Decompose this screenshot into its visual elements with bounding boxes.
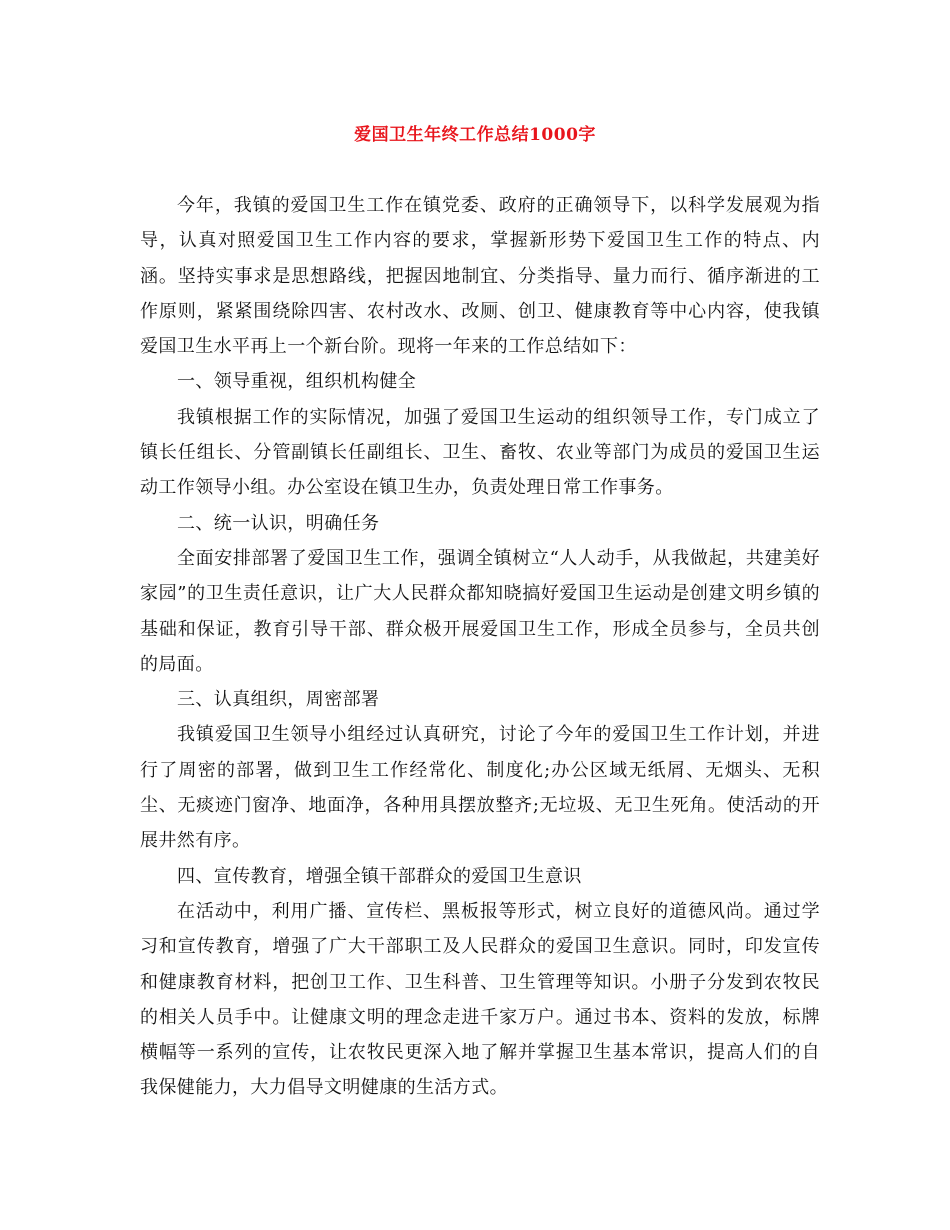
section-heading-1: 一、领导重视，组织机构健全 bbox=[177, 371, 417, 393]
document-title: 爱国卫生年终工作总结1000字 bbox=[354, 125, 596, 145]
intro-paragraph: 今年，我镇的爱国卫生工作在镇党委、政府的正确领导下，以科学发展观为指导，认真对照爱国卫生工作内容的要求，掌握新形势下爱国卫生工作的特点、内涵。坚持实事求是思想路线，把握因地制宜、分类指导、量力而行、循序渐进的工作原则，紧紧围绕除四害、农村改水、改厕、创卫、健康教育等中心内容，使我镇爱国卫生水平再上一个新台阶。现将一年来的工作总结如下： bbox=[140, 195, 820, 358]
section-paragraph-1: 我镇根据工作的实际情况，加强了爱国卫生运动的组织领导工作，专门成立了镇长任组长、分管副镇长任副组长、卫生、畜牧、农业等部门为成员的爱国卫生运动工作领导小组。办公室设在镇卫生办，负责处理日常工作事务。 bbox=[140, 406, 820, 499]
section-paragraph-4: 在活动中，利用广播、宣传栏、黑板报等形式，树立良好的道德风尚。通过学习和宣传教育，增强了广大干部职工及人民群众的爱国卫生意识。同时，印发宣传和健康教育材料，把创卫工作、卫生科普、卫生管理等知识。小册子分发到农牧民的相关人员手中。让健康文明的理念走进千家万户。通过书本、资料的发放，标牌横幅等一系列的宣传，让农牧民更深入地了解并掌握卫生基本常识，提高人们的自我保健能力，大力倡导文明健康的生活方式。 bbox=[140, 900, 820, 1099]
document-body bbox=[140, 188, 820, 1106]
section-paragraph-2: 全面安排部署了爱国卫生工作，强调全镇树立“人人动手，从我做起，共建美好家园”的卫生责任意识，让广大人民群众都知晓搞好爱国卫生运动是创建文明乡镇的基础和保证，教育引导干部、群众极开展爱国卫生工作，形成全员参与，全员共创的局面。 bbox=[140, 547, 820, 675]
section-heading-4: 四、宣传教育，增强全镇干部群众的爱国卫生意识 bbox=[177, 865, 582, 887]
section-heading-3: 三、认真组织，周密部署 bbox=[177, 689, 380, 711]
section-heading-2: 二、统一认识，明确任务 bbox=[177, 512, 380, 534]
section-paragraph-3: 我镇爱国卫生领导小组经过认真研究，讨论了今年的爱国卫生工作计划，并进行了周密的部署，做到卫生工作经常化、制度化;办公区域无纸屑、无烟头、无积尘、无痰迹门窗净、地面净，各种用具摆放整齐;无垃圾、无卫生死角。使活动的开展井然有序。 bbox=[140, 724, 820, 852]
